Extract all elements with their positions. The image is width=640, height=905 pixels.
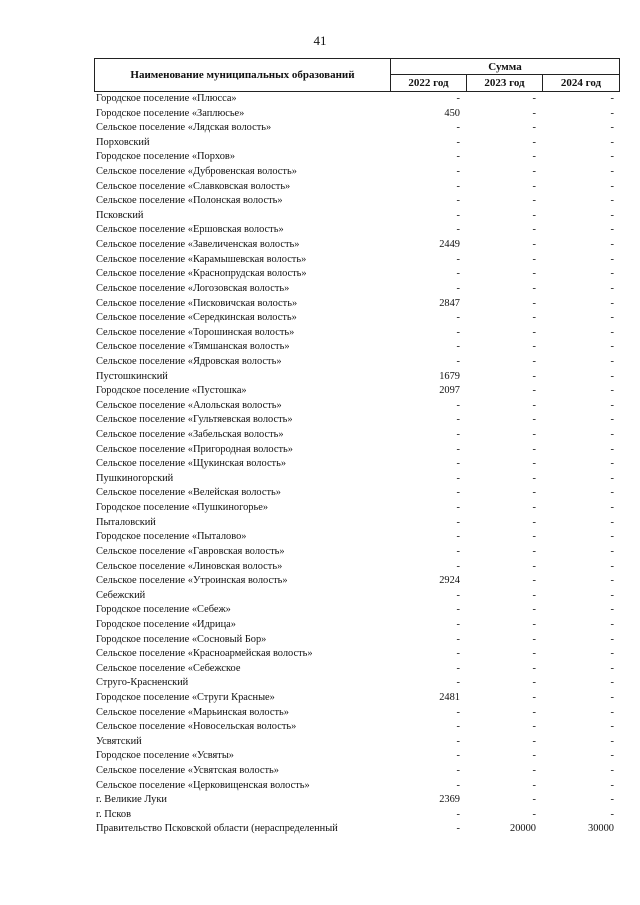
row-value-2022: - [456,209,460,221]
table-row [94,618,620,633]
row-value-2023: - [532,633,536,645]
row-value-2023: - [532,297,536,309]
row-name: Пустошкинский [96,370,168,382]
row-value-2024: - [610,765,614,777]
table-row [94,194,620,209]
table-row [94,443,620,458]
row-value-2023: - [532,560,536,572]
table-row [94,530,620,545]
row-value-2024: - [610,779,614,791]
table-row [94,647,620,662]
table-row [94,633,620,648]
table-row [94,340,620,355]
row-value-2022: - [456,136,460,148]
row-name: Сельское поселение «Марьинская волость» [96,706,289,718]
row-value-2023: 20000 [510,823,536,835]
row-value-2024: - [610,604,614,616]
row-value-2022: - [456,487,460,499]
row-name: Городское поселение «Пустошка» [96,385,247,397]
row-name: Сельское поселение «Новосельская волость» [96,721,297,733]
table-row [94,150,620,165]
table-row [94,297,620,312]
row-value-2024: - [610,545,614,557]
row-value-2022: 2449 [439,239,460,251]
row-value-2022: - [456,677,460,689]
table-row [94,574,620,589]
table-row [94,472,620,487]
row-value-2022: - [456,823,460,835]
row-name: Городское поселение «Струги Красные» [96,691,275,703]
row-value-2023: - [532,662,536,674]
row-value-2022: - [456,765,460,777]
row-value-2022: - [456,545,460,557]
row-value-2023: - [532,516,536,528]
row-name: Городское поселение «Плюсса» [96,93,237,104]
table-row [94,691,620,706]
row-value-2023: - [532,239,536,251]
row-value-2024: - [610,472,614,484]
table-row [94,311,620,326]
row-value-2022: - [456,750,460,762]
table-row [94,749,620,764]
row-name: Сельское поселение «Гультяевская волость» [96,414,293,426]
row-name: Сельское поселение «Полонская волость» [96,195,283,207]
row-value-2024: - [610,195,614,207]
row-value-2024: - [610,677,614,689]
row-name: Сельское поселение «Церковищенская волость» [96,779,310,791]
row-value-2024: - [610,93,614,104]
row-value-2023: - [532,414,536,426]
table-row [94,486,620,501]
row-value-2022: - [456,516,460,528]
row-value-2023: - [532,648,536,660]
table-row [94,735,620,750]
row-value-2024: - [610,385,614,397]
row-name: Сельское поселение «Завеличенская волость» [96,239,300,251]
row-value-2023: - [532,545,536,557]
row-name: Городское поселение «Пушкиногорье» [96,502,269,514]
row-value-2022: - [456,721,460,733]
table-row [94,822,620,837]
table-row [94,165,620,180]
row-value-2023: - [532,589,536,601]
header-year-2022: 2022 год [391,75,467,91]
row-name: Сельское поселение «Тямшанская волость» [96,341,290,353]
row-name: Пыталовский [96,516,156,528]
row-value-2024: - [610,589,614,601]
row-value-2023: - [532,604,536,616]
table-body [94,92,620,837]
row-value-2023: - [532,93,536,104]
row-value-2023: - [532,531,536,543]
row-value-2022: 2924 [439,575,460,587]
row-value-2024: - [610,443,614,455]
row-name: Сельское поселение «Середкинская волость» [96,312,297,324]
row-value-2024: - [610,414,614,426]
table-row [94,676,620,691]
table-row [94,384,620,399]
row-value-2023: - [532,808,536,820]
row-value-2023: - [532,107,536,119]
row-value-2024: - [610,297,614,309]
row-value-2022: - [456,618,460,630]
row-name: Сельское поселение «Лядская волость» [96,122,272,134]
row-value-2022: 1679 [439,370,460,382]
row-name: Сельское поселение «Логозовская волость» [96,282,290,294]
row-value-2022: - [456,589,460,601]
row-value-2023: - [532,472,536,484]
header-year-2023: 2023 год [467,75,543,91]
row-name: Городское поселение «Порхов» [96,151,236,163]
row-value-2022: - [456,355,460,367]
row-value-2024: - [610,268,614,280]
row-value-2022: - [456,268,460,280]
row-value-2024: - [610,560,614,572]
row-value-2023: - [532,209,536,221]
row-value-2022: - [456,560,460,572]
row-name: г. Псков [96,808,132,820]
row-value-2024: - [610,107,614,119]
table-row [94,413,620,428]
row-value-2023: - [532,779,536,791]
row-value-2022: - [456,166,460,178]
row-name: Сельское поселение «Пригородная волость» [96,443,293,455]
row-value-2023: - [532,282,536,294]
row-value-2023: - [532,268,536,280]
table-row [94,764,620,779]
table-row [94,706,620,721]
row-value-2024: - [610,355,614,367]
row-value-2022: - [456,706,460,718]
table-row [94,253,620,268]
row-value-2023: - [532,575,536,587]
row-value-2023: - [532,691,536,703]
row-name: Городское поселение «Сосновый Бор» [96,633,267,645]
row-value-2022: - [456,326,460,338]
row-value-2022: - [456,735,460,747]
row-name: Городское поселение «Усвяты» [96,750,235,762]
row-value-2022: - [456,472,460,484]
row-value-2024: - [610,166,614,178]
row-value-2023: - [532,166,536,178]
row-value-2022: 2097 [439,385,460,397]
row-value-2023: - [532,136,536,148]
row-value-2024: - [610,502,614,514]
row-name: Сельское поселение «Ядровская волость» [96,355,282,367]
row-value-2024: - [610,312,614,324]
row-value-2022: - [456,122,460,134]
table-header [94,58,620,92]
row-value-2024: - [610,151,614,163]
page-number: 41 [313,33,327,48]
row-value-2024: - [610,691,614,703]
row-value-2023: - [532,706,536,718]
row-value-2023: - [532,224,536,236]
row-value-2022: - [456,458,460,470]
table-row [94,808,620,823]
row-value-2023: - [532,750,536,762]
row-value-2022: - [456,808,460,820]
row-value-2023: - [532,355,536,367]
row-value-2023: - [532,399,536,411]
row-value-2024: - [610,341,614,353]
table-row [94,779,620,794]
row-name: Городское поселение «Заплюсье» [96,107,245,119]
row-value-2023: - [532,341,536,353]
row-value-2024: - [610,706,614,718]
row-value-2024: - [610,721,614,733]
row-value-2023: - [532,312,536,324]
row-value-2024: - [610,750,614,762]
row-name: Сельское поселение «Себежское [96,662,241,674]
row-name: Сельское поселение «Забельская волость» [96,429,284,441]
row-name: г. Великие Луки [96,794,167,806]
row-value-2023: - [532,721,536,733]
row-value-2022: 450 [444,107,460,119]
table-row [94,720,620,735]
row-value-2023: - [532,370,536,382]
row-value-2024: - [610,282,614,294]
row-value-2023: - [532,487,536,499]
row-name: Сельское поселение «Красноармейская волость» [96,648,313,660]
row-name: Сельское поселение «Утроинская волость» [96,575,288,587]
table-row [94,326,620,341]
row-value-2024: - [610,575,614,587]
row-name: Сельское поселение «Торошинская волость» [96,326,295,338]
header-sum: Сумма [391,59,619,75]
table-row [94,267,620,282]
table-row [94,545,620,560]
row-value-2022: - [456,429,460,441]
row-value-2024: - [610,531,614,543]
row-value-2023: - [532,195,536,207]
row-value-2023: - [532,429,536,441]
row-name: Сельское поселение «Усвятская волость» [96,765,279,777]
row-value-2024: - [610,487,614,499]
row-value-2023: - [532,253,536,265]
row-value-2024: - [610,136,614,148]
row-value-2022: - [456,443,460,455]
table-row [94,180,620,195]
row-value-2023: - [532,443,536,455]
row-name: Сельское поселение «Ершовская волость» [96,224,284,236]
row-value-2022: - [456,224,460,236]
row-value-2023: - [532,326,536,338]
row-name: Городское поселение «Идрица» [96,618,236,630]
row-value-2024: - [610,239,614,251]
table-row [94,793,620,808]
row-name: Псковский [96,209,144,221]
row-name: Пушкиногорский [96,472,174,484]
row-value-2023: - [532,677,536,689]
row-name: Сельское поселение «Славковская волость» [96,180,291,192]
row-value-2022: 2369 [439,794,460,806]
row-name: Городское поселение «Себеж» [96,604,231,616]
row-value-2024: - [610,326,614,338]
row-value-2023: - [532,794,536,806]
row-value-2022: - [456,93,460,104]
row-name: Себежский [96,589,146,601]
row-name: Порховский [96,136,150,148]
row-value-2022: - [456,399,460,411]
table-row [94,282,620,297]
table-row [94,516,620,531]
row-value-2022: - [456,633,460,645]
row-value-2023: - [532,122,536,134]
row-value-2024: - [610,516,614,528]
row-value-2023: - [532,502,536,514]
table-row [94,238,620,253]
row-value-2022: - [456,195,460,207]
row-value-2024: - [610,209,614,221]
row-value-2024: - [610,618,614,630]
table-row [94,121,620,136]
row-name: Сельское поселение «Щукинская волость» [96,458,287,470]
row-value-2022: - [456,604,460,616]
table-row [94,560,620,575]
row-value-2023: - [532,618,536,630]
row-value-2024: - [610,633,614,645]
row-value-2024: - [610,399,614,411]
row-value-2024: - [610,224,614,236]
row-name: Усвятский [96,735,142,747]
row-value-2022: - [456,253,460,265]
header-year-2024: 2024 год [560,77,602,89]
row-value-2023: - [532,765,536,777]
table-row [94,603,620,618]
row-value-2022: - [456,502,460,514]
table-row [94,209,620,224]
row-value-2024: - [610,735,614,747]
row-value-2024: - [610,648,614,660]
row-name: Сельское поселение «Гавровская волость» [96,545,285,557]
row-name: Сельское поселение «Велейская волость» [96,487,281,499]
table-row [94,399,620,414]
row-value-2022: - [456,531,460,543]
row-name: Струго-Красненский [96,677,189,689]
table-row [94,589,620,604]
row-name: Правительство Псковской области (нераспределенный [96,823,338,835]
row-name: Городское поселение «Пыталово» [96,531,247,543]
row-value-2024: - [610,429,614,441]
row-value-2024: - [610,458,614,470]
row-value-2024: - [610,662,614,674]
table-row [94,107,620,122]
row-value-2023: - [532,151,536,163]
row-value-2022: - [456,648,460,660]
row-value-2022: - [456,180,460,192]
table-row [94,501,620,516]
row-value-2024: - [610,180,614,192]
row-value-2022: - [456,662,460,674]
row-value-2024: - [610,794,614,806]
row-value-2024: 30000 [588,823,614,835]
row-value-2023: - [532,180,536,192]
table-row [94,370,620,385]
table-row [94,223,620,238]
table-row [94,428,620,443]
row-name: Сельское поселение «Дубровенская волость» [96,166,297,178]
row-value-2024: - [610,253,614,265]
table-row [94,136,620,151]
row-name: Сельское поселение «Карамышевская волость» [96,253,307,265]
row-value-2023: - [532,458,536,470]
row-value-2024: - [610,370,614,382]
row-value-2022: - [456,312,460,324]
row-value-2022: 2847 [439,297,460,309]
row-value-2022: - [456,414,460,426]
row-value-2022: 2481 [439,691,460,703]
row-value-2024: - [610,808,614,820]
row-value-2023: - [532,385,536,397]
table-row [94,355,620,370]
row-name: Сельское поселение «Линовская волость» [96,560,283,572]
row-value-2022: - [456,779,460,791]
row-name: Сельское поселение «Алольская волость» [96,399,282,411]
row-value-2022: - [456,282,460,294]
header-name-column: Наименование муниципальных образований [95,59,391,91]
row-value-2022: - [456,151,460,163]
row-value-2022: - [456,341,460,353]
row-name: Сельское поселение «Краснопрудская волость» [96,268,307,280]
table-row [94,457,620,472]
row-value-2024: - [610,122,614,134]
table-row [94,92,620,107]
row-value-2023: - [532,735,536,747]
row-name: Сельское поселение «Писковичская волость» [96,297,298,309]
table-row [94,662,620,677]
